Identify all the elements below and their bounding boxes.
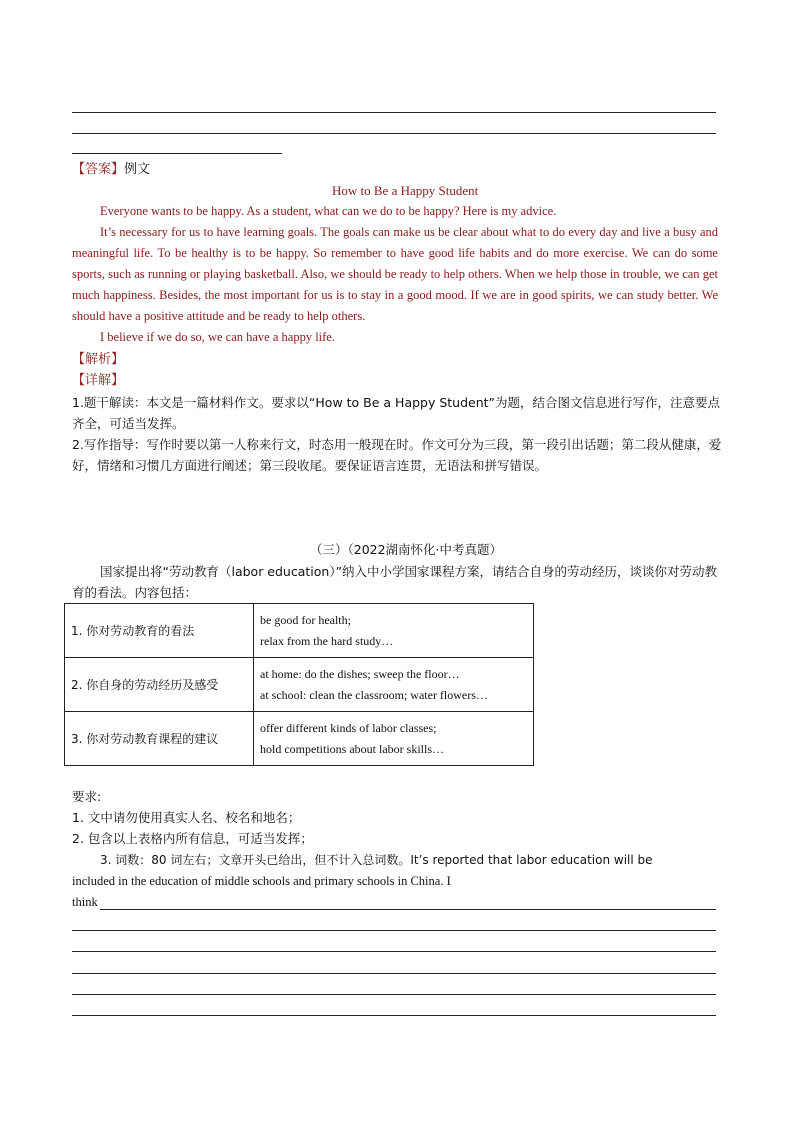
think-starter: think: [72, 895, 98, 909]
table-topic: 1. 你对劳动教育的看法: [65, 604, 254, 658]
table-hints: [254, 604, 534, 658]
table-topic: 3. 你对劳动教育课程的建议: [65, 712, 254, 766]
writing-line-1[interactable]: [100, 909, 716, 910]
table-hints: [254, 712, 534, 766]
essay-paragraph-2: It’s necessary for us to have learning goals. The goals can make us be clear about what to do every day and live a busy and meaningful life. To be healthy is to be happy. So remember to have good life habits and do more exercise. We can do some sports, such as running or playing basketball. Also, we should be ready to help others. When we help those in trouble, we can get much happiness. Besides, the most important for us is to stay in a good mood. If we are in good spirits, we can study better. We should have a positive attitude and be ready to help others.: [72, 225, 718, 323]
essay-paragraph-1: Everyone wants to be happy. As a student, what can we do to be happy? Here is my advice.: [100, 204, 557, 218]
essay-title: How to Be a Happy Student: [332, 183, 479, 198]
analysis-item-1: 1.题干解读：本文是一篇材料作文。要求以“How to Be a Happy Student”为题，结合图文信息进行写作，注意要点齐全，可适当发挥。: [72, 395, 721, 431]
content-table: [64, 603, 534, 766]
table-row: [65, 658, 534, 712]
essay-body: [72, 201, 718, 348]
table-hint: relax from the hard study…: [260, 633, 394, 648]
answer-line-1: [72, 112, 716, 113]
requirements-label: 要求:: [72, 789, 102, 804]
section-intro-text: 国家提出将“劳动教育（labor education）”纳入中小学国家课程方案，请结合自身的劳动经历，谈谈你对劳动教育的看法。内容包括：: [72, 564, 718, 600]
requirement-3-continued: included in the education of middle schools and primary schools in China. I: [72, 874, 451, 888]
answer-line-2: [72, 133, 716, 134]
essay-paragraph-3: I believe if we do so, we can have a happy life.: [100, 330, 335, 344]
analysis-label: 【解析】: [72, 352, 125, 367]
analysis-details: [72, 392, 722, 476]
table-topic: 2. 你自身的劳动经历及感受: [65, 658, 254, 712]
writing-line-6[interactable]: [72, 1015, 716, 1016]
answer-heading: [72, 159, 150, 180]
table-hints: [254, 658, 534, 712]
requirement-3: 3. 词数：80 词左右；文章开头已给出，但不计入总词数。It’s reported that labor education will be: [100, 853, 653, 867]
analysis-item-2: 2.写作指导：写作时要以第一人称来行文，时态用一般现在时。作文可分为三段，第一段引出话题；第二段从健康，爱好，情绪和习惯几方面进行阐述；第三段收尾。要保证语言连贯，无语法和拼写错误。: [72, 437, 722, 473]
requirement-2: 2. 包含以上表格内所有信息，可适当发挥；: [72, 831, 313, 846]
requirement-1: 1. 文中请勿使用真实人名、校名和地名；: [72, 810, 301, 825]
table-hint: offer different kinds of labor classes;: [260, 720, 437, 735]
section-heading: （三）（2022湖南怀化·中考真题）: [310, 542, 503, 557]
writing-line-4[interactable]: [72, 973, 716, 974]
writing-line-3[interactable]: [72, 951, 716, 952]
table-hint: at school: clean the classroom; water flowers…: [260, 687, 488, 702]
table-row: [65, 604, 534, 658]
section-intro: [72, 561, 722, 603]
table-row: [65, 712, 534, 766]
answer-line-3: [72, 153, 282, 154]
detail-label: 【详解】: [72, 373, 125, 388]
answer-label-suffix: 例文: [124, 162, 151, 177]
writing-line-2[interactable]: [72, 930, 716, 931]
answer-label: 【答案】: [72, 162, 125, 177]
table-hint: hold competitions about labor skills…: [260, 741, 444, 756]
table-hint: at home: do the dishes; sweep the floor…: [260, 666, 460, 681]
table-hint: be good for health;: [260, 612, 351, 627]
writing-line-5[interactable]: [72, 994, 716, 995]
